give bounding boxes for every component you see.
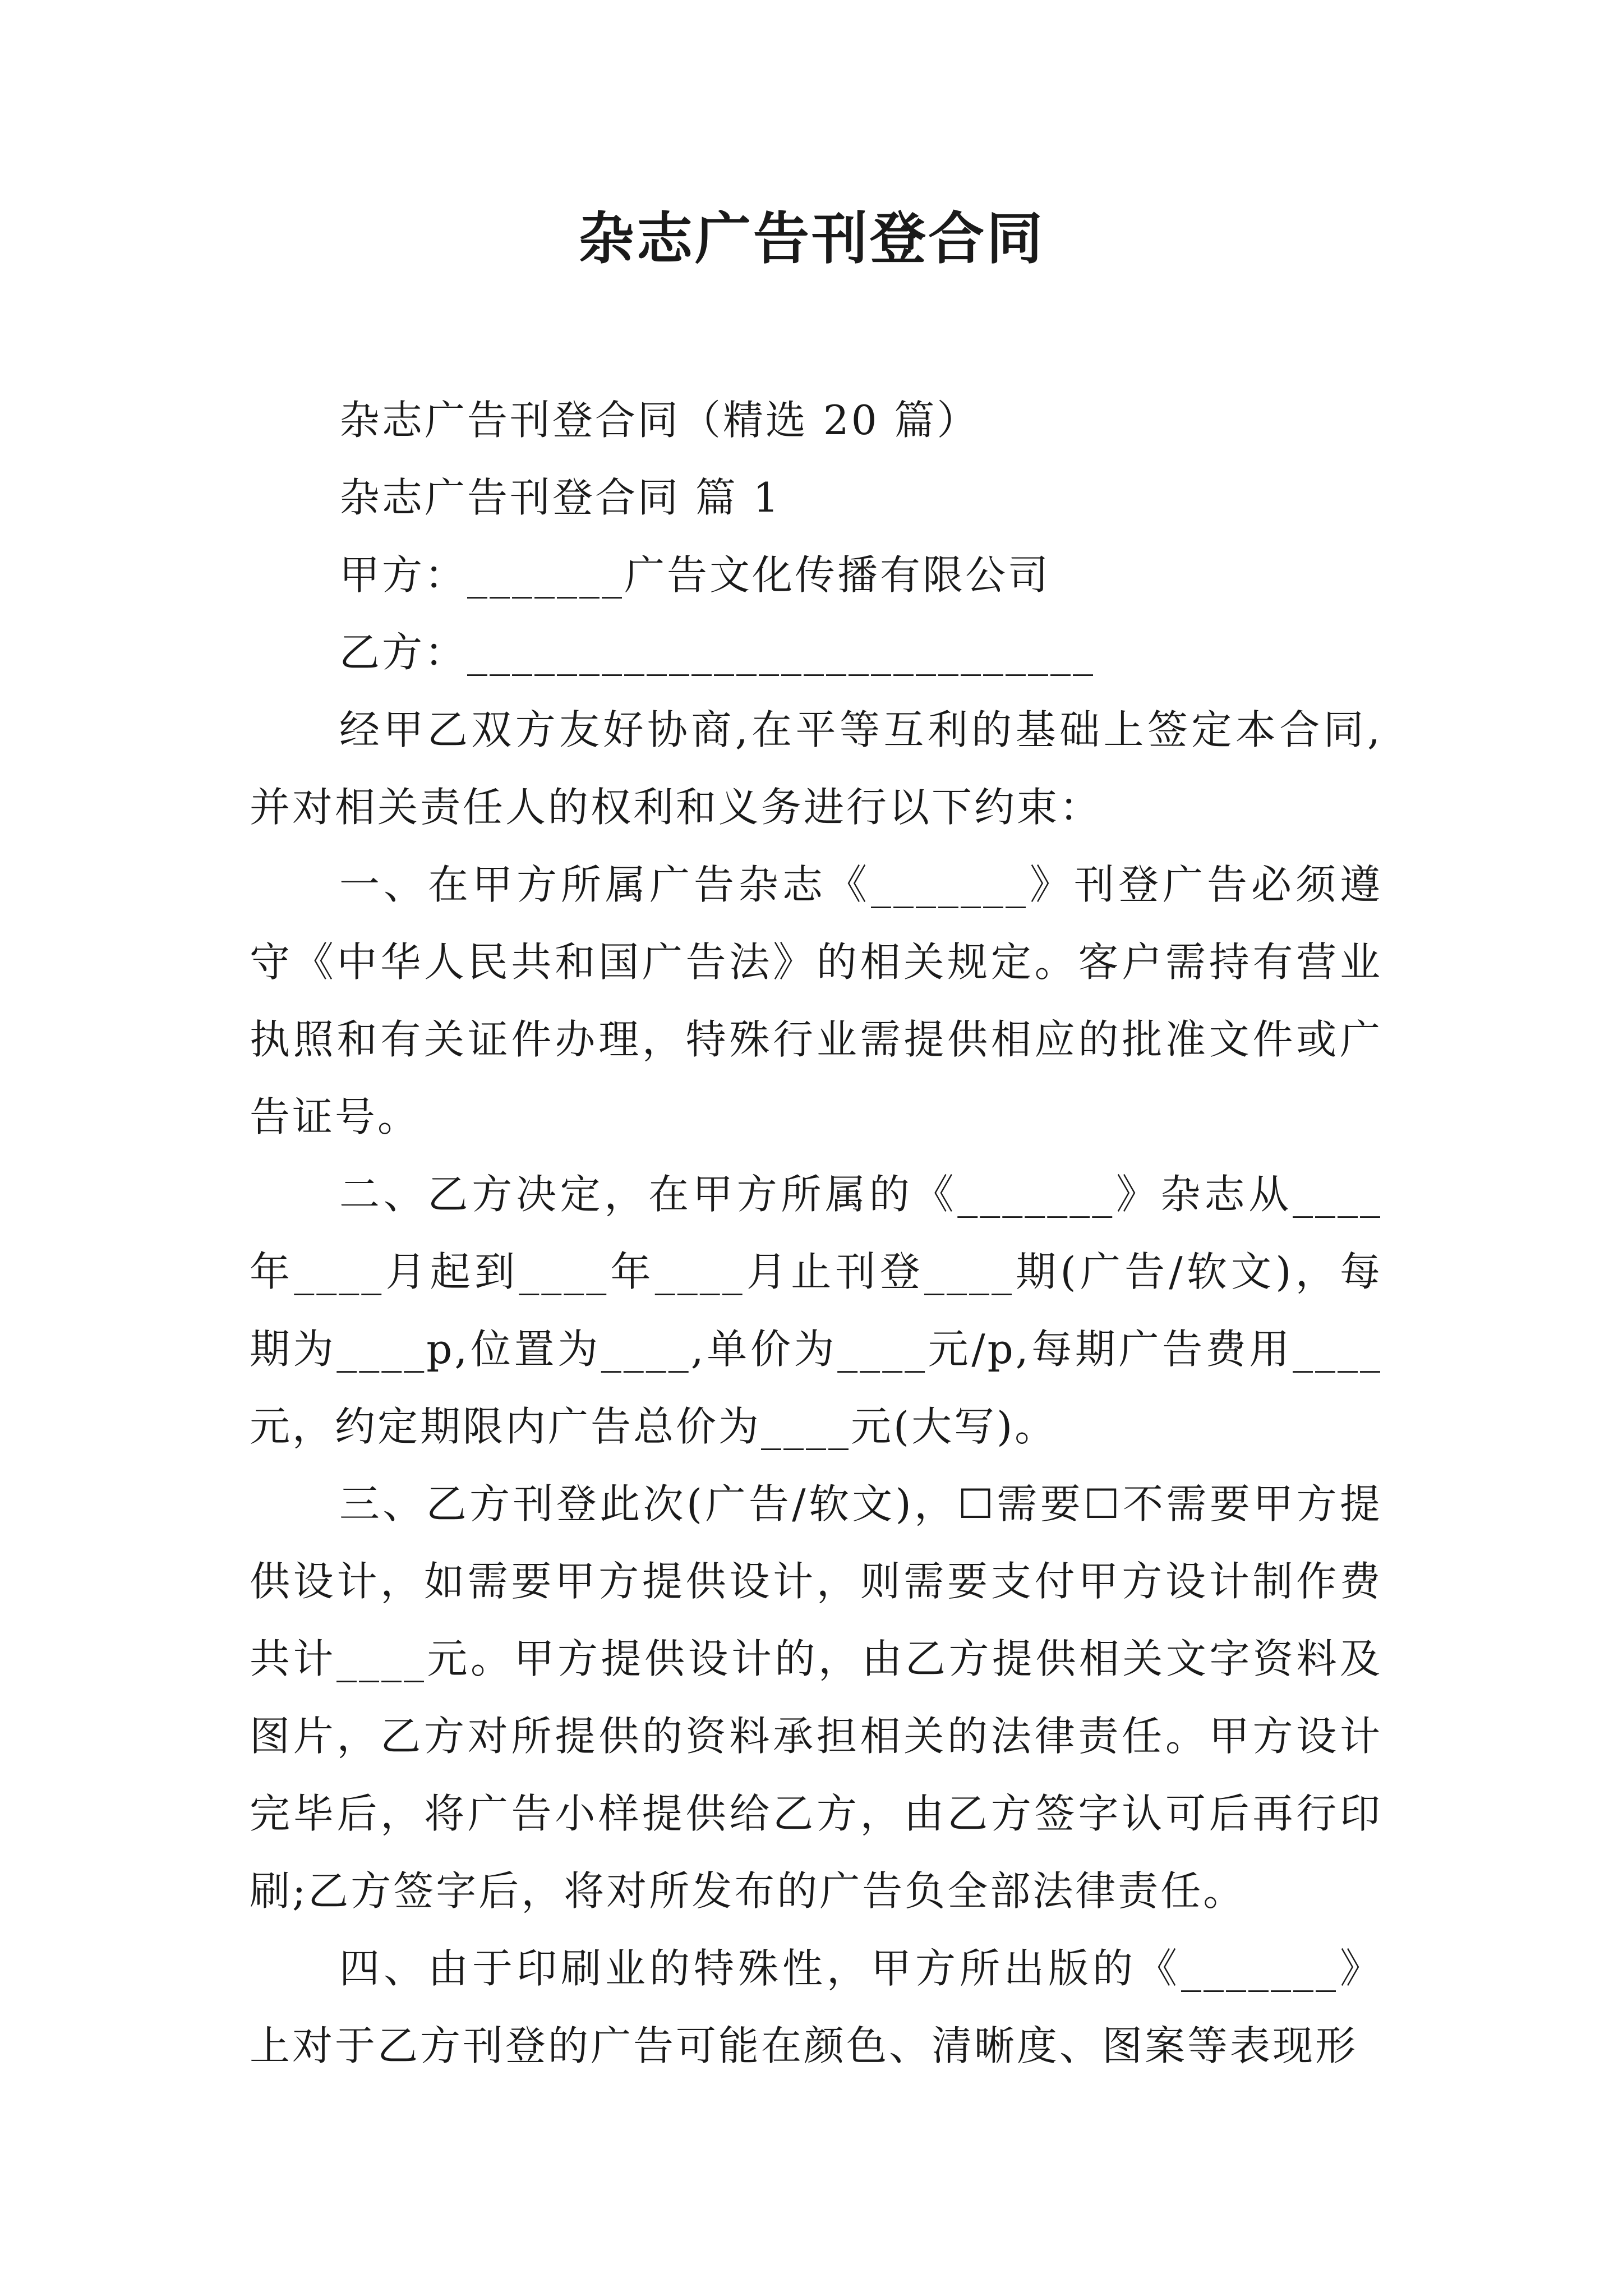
paragraph-clause-1: 一、在甲方所属广告杂志《_______》刊登广告必须遵守《中华人民共和国广告法》的相关规定。客户需持有营业执照和有关证件办理，特殊行业需提供相应的批准文件或广告证号。 — [250, 861, 1382, 1140]
paragraph-clause-4: 四、由于印刷业的特殊性，甲方所出版的《_______》上对于乙方刊登的广告可能在颜色、清晰度、图案等表现形 — [250, 1945, 1382, 2069]
party-a-line: 甲方：_______广告文化传播有限公司 — [339, 551, 1051, 599]
section-heading: 杂志广告刊登合同 篇 1 — [339, 474, 781, 521]
paragraph-intro: 经甲乙双方友好协商,在平等互利的基础上签定本合同,并对相关责任人的权利和义务进行以下约束： — [250, 706, 1382, 831]
party-b-line: 乙方：____________________________ — [339, 629, 1096, 676]
paragraph-clause-2: 二、乙方决定，在甲方所属的《_______》杂志从____年____月起到____年____月止刊登____期(广告/软文)，每期为____p,位置为____,单价为____元/p,每期广告费用____元，约定期限内广告总价为____元(大写)。 — [250, 1171, 1382, 1450]
paragraph-clause-3: 三、乙方刊登此次(广告/软文)，☐需要☐不需要甲方提供设计，如需要甲方提供设计，则需要支付甲方设计制作费共计____元。甲方提供设计的，由乙方提供相关文字资料及图片，乙方对所提供的资料承担相关的法律责任。甲方设计完毕后，将广告小样提供给乙方，由乙方签字认可后再行印刷;乙方签字后，将对所发布的广告负全部法律责任。 — [250, 1480, 1382, 1915]
document-subtitle: 杂志广告刊登合同（精选 20 篇） — [339, 397, 980, 444]
document-title: 杂志广告刊登合同 — [578, 205, 1045, 272]
document-body — [250, 381, 1382, 2085]
